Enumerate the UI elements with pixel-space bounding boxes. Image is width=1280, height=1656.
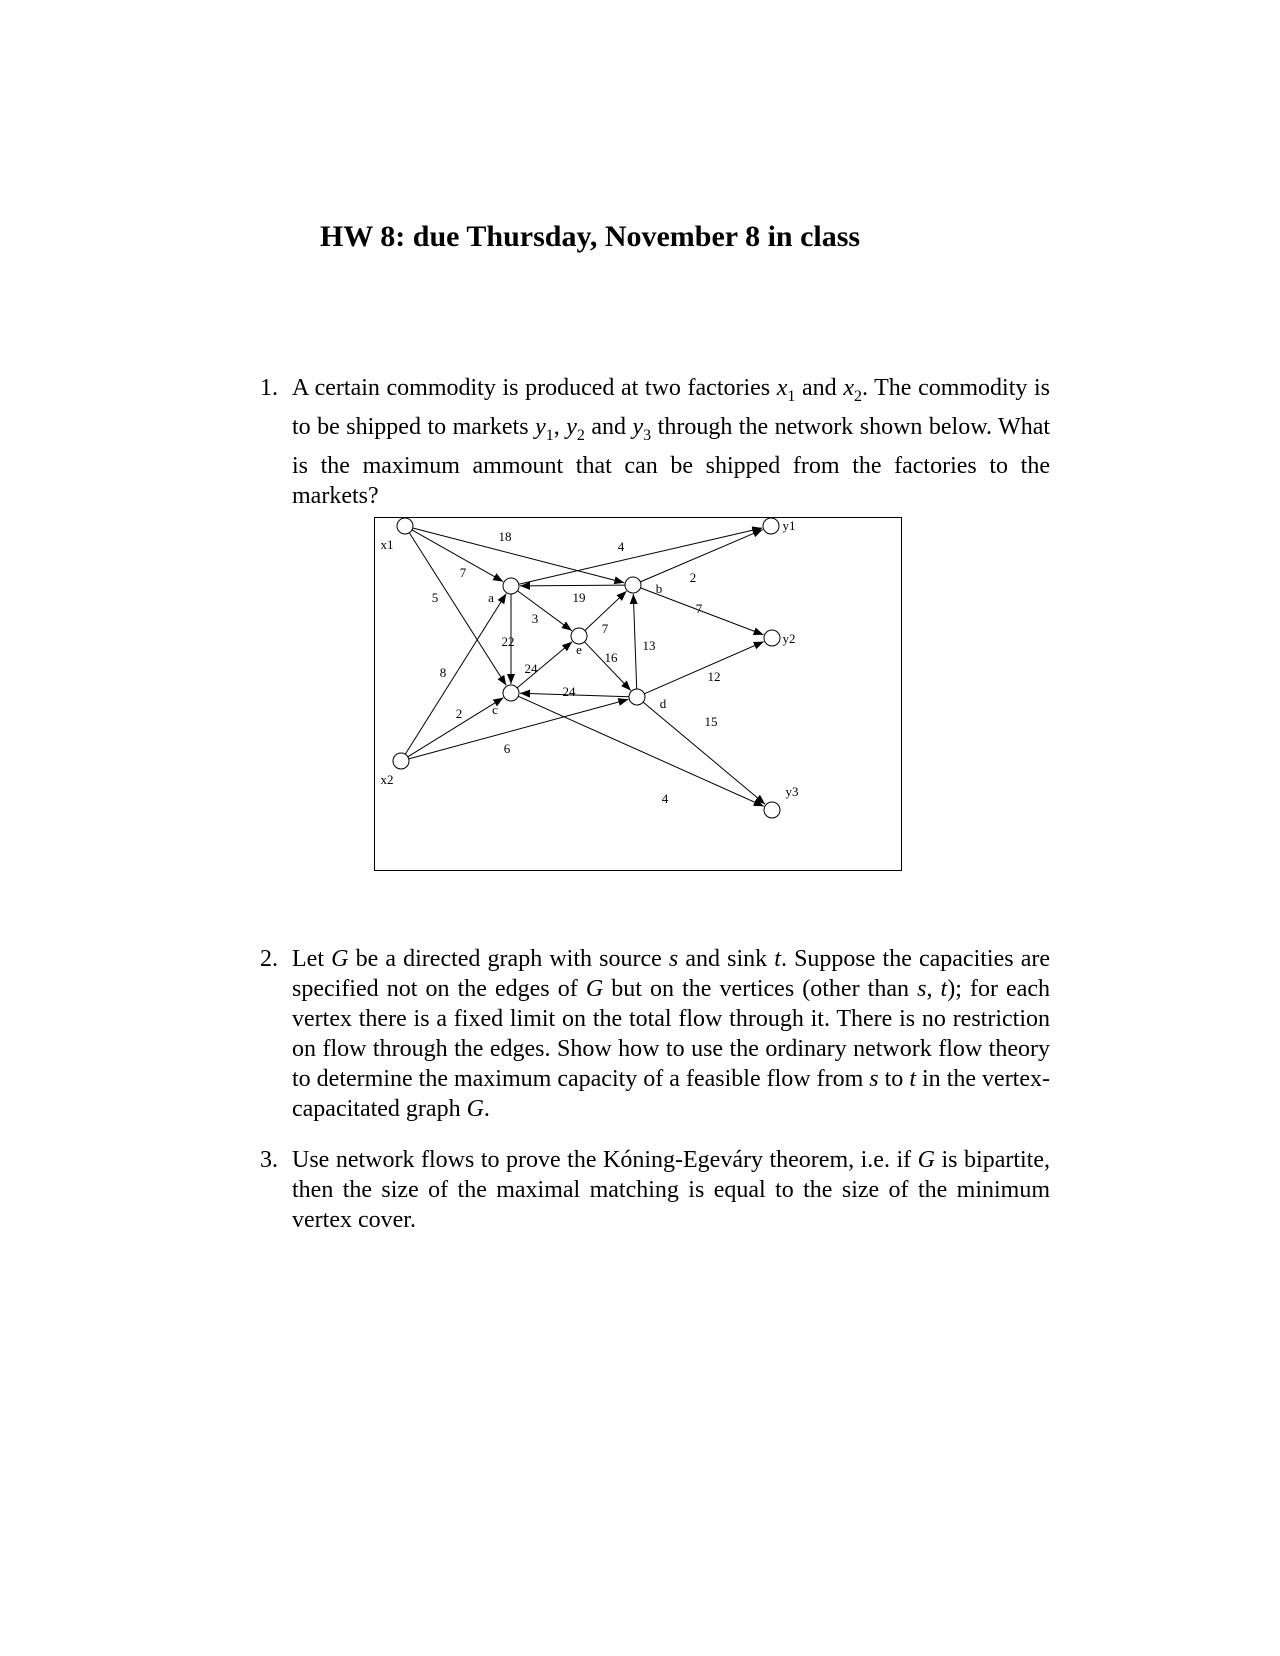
math-symbol: t <box>909 1066 916 1092</box>
node-label-y2: y2 <box>782 631 796 646</box>
edge-capacity-label: 4 <box>661 791 669 806</box>
edge-c-y3 <box>518 696 763 806</box>
node-label-b: b <box>655 581 663 596</box>
edge-capacity-label: 13 <box>642 638 656 653</box>
node-label-y3: y3 <box>785 784 799 799</box>
edge-x2-d <box>409 699 629 759</box>
edge-x2-a <box>405 594 506 755</box>
node-label-x1: x1 <box>380 537 394 552</box>
edge-capacity-label: 4 <box>617 539 625 554</box>
math-symbol: t <box>940 976 948 1002</box>
edge-x1-b <box>413 528 625 583</box>
problem-number: 3. <box>260 1147 278 1173</box>
edge-capacity-label: 7 <box>601 621 609 636</box>
math-symbol: y <box>535 413 546 440</box>
node-d <box>629 689 645 705</box>
edge-d-b <box>633 594 636 689</box>
math-symbol: y <box>566 413 577 440</box>
network-figure <box>374 517 902 871</box>
problem-text: Use network flows to prove the Kóning-Egeváry theorem, i.e. if G is bipartite, then the size of the maximal matching is equal to the size of the minimum vertex cover. <box>292 1147 1050 1233</box>
math-symbol: G <box>466 1096 484 1122</box>
edge-capacity-label: 5 <box>431 590 439 605</box>
node-label-e: e <box>576 642 582 657</box>
edge-b-a <box>520 585 625 586</box>
math-symbol: y <box>632 413 644 440</box>
problem-number: 1. <box>260 375 278 401</box>
edge-capacity-label: 24 <box>562 684 576 699</box>
edge-capacity-label: 3 <box>531 611 539 626</box>
edge-capacity-label: 7 <box>695 601 703 616</box>
edge-x1-a <box>412 530 503 582</box>
math-subscript: 1 <box>545 426 554 444</box>
page-title: HW 8: due Thursday, November 8 in class <box>320 220 861 253</box>
node-x2 <box>393 753 409 769</box>
math-symbol: t <box>774 946 781 972</box>
node-y2 <box>764 630 780 646</box>
node-label-y1: y1 <box>782 518 796 533</box>
node-a <box>503 578 519 594</box>
math-subscript: 2 <box>576 426 585 444</box>
network-diagram <box>375 518 903 872</box>
math-symbol: s <box>869 1066 879 1092</box>
math-subscript: 2 <box>853 387 862 405</box>
edge-d-y2 <box>644 642 763 694</box>
node-b <box>625 577 641 593</box>
edge-capacity-label: 2 <box>455 706 463 721</box>
math-symbol: x <box>843 375 854 401</box>
math-subscript: 3 <box>643 426 652 444</box>
edge-capacity-label: 24 <box>524 661 538 676</box>
edge-capacity-label: 19 <box>572 590 586 605</box>
edge-a-y1 <box>519 528 762 584</box>
problem-number: 2. <box>260 946 278 972</box>
problem-1 <box>260 373 1050 511</box>
edge-a-e <box>517 591 571 631</box>
edge-capacity-label: 6 <box>503 741 511 756</box>
problem-2 <box>260 944 1050 1124</box>
node-label-x2: x2 <box>380 772 394 787</box>
edge-capacity-label: 16 <box>604 650 618 665</box>
math-symbol: G <box>585 976 604 1002</box>
edge-capacity-label: 22 <box>501 634 515 649</box>
edge-capacity-label: 15 <box>704 714 718 729</box>
edge-capacity-label: 18 <box>498 529 512 544</box>
problem-3 <box>260 1145 1050 1235</box>
edge-capacity-label: 7 <box>459 565 467 580</box>
node-label-a: a <box>488 590 494 605</box>
node-c <box>503 685 519 701</box>
node-y1 <box>763 518 779 534</box>
edge-b-y1 <box>640 530 762 582</box>
node-label-c: c <box>492 702 498 717</box>
math-symbol: s <box>917 976 927 1002</box>
edge-capacity-label: 8 <box>439 665 447 680</box>
math-symbol: G <box>331 946 349 972</box>
node-label-d: d <box>659 696 667 711</box>
math-subscript: 1 <box>787 387 796 405</box>
edge-capacity-label: 12 <box>707 669 721 684</box>
math-symbol: x <box>776 375 788 401</box>
node-x1 <box>397 518 413 534</box>
problem-text: Let G be a directed graph with source s and sink t. Suppose the capacities are specified not on the edges of G but on the vertices (other than s, t); for each vertex there is a fixed limit on the total flow through it. There is no restriction on flow through the edges. Show how to use the ordinary network flow theory to determine the maximum capacity of a feasible flow from s to t in the vertex-capacitated graph G. <box>292 946 1051 1122</box>
problem-text: A certain commodity is produced at two factories $x_1$ and $x_2$. The commodity is to be shipped to markets $y_1$, $y_2$ and $y_3$ through the network shown below. What is the maximum ammount that can be shipped from the factories to the markets? <box>292 375 1051 509</box>
math-symbol: G <box>917 1147 935 1173</box>
node-y3 <box>764 802 780 818</box>
edge-capacity-label: 2 <box>689 570 697 585</box>
math-symbol: s <box>668 946 679 972</box>
